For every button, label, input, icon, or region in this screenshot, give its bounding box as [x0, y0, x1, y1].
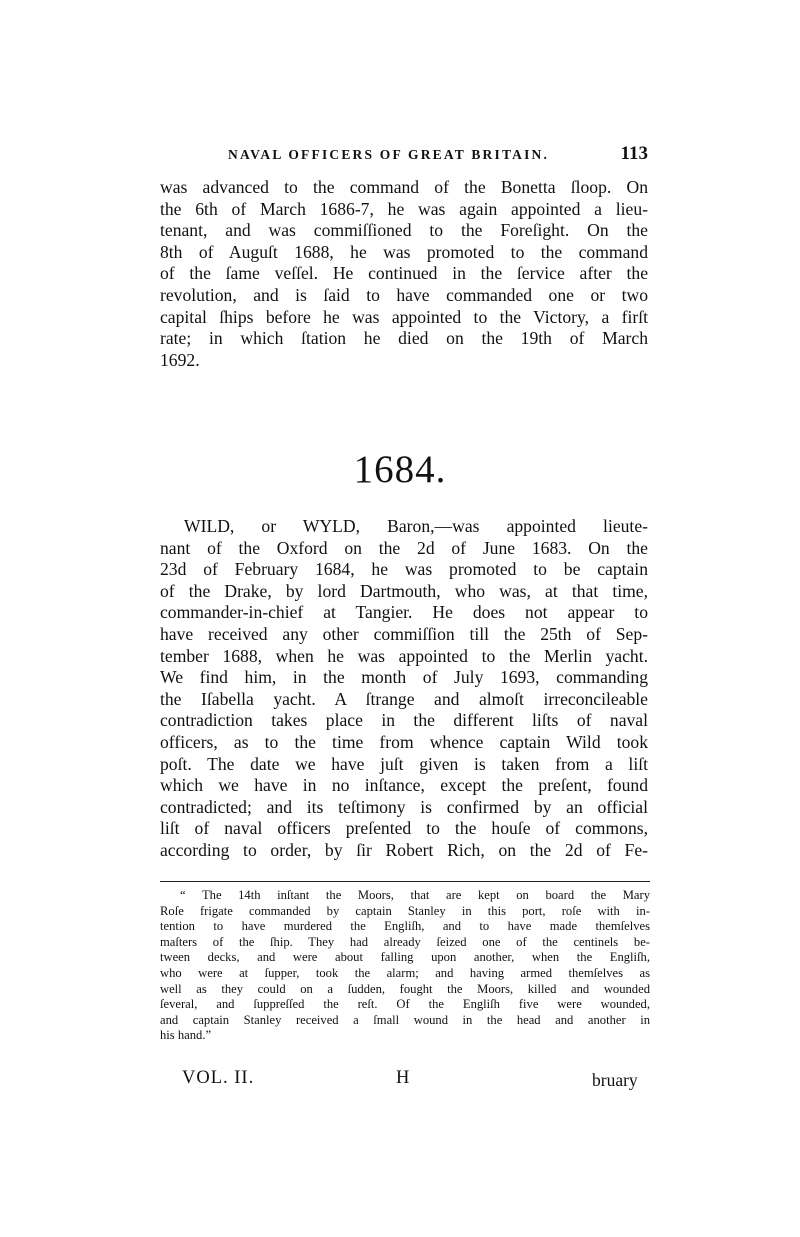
catchword: bruary — [592, 1070, 638, 1090]
text-line: tenant, and was commiſſioned to the Foreſight. On the — [160, 220, 648, 241]
volume-label: VOL. II. — [182, 1068, 255, 1088]
running-head — [228, 143, 648, 167]
footnote-line: Roſe frigate commanded by captain Stanley in this port, roſe with in- — [160, 903, 650, 918]
footnote-line: tention to have murdered the Engliſh, and to have made themſelves — [160, 919, 650, 934]
text-line: 1692. — [160, 349, 200, 370]
footnote-line: and captain Stanley received a ſmall wound in the head and another in — [160, 1012, 650, 1027]
footnote-line: tween decks, and were about falling upon another, when the Engliſh, — [160, 950, 650, 965]
text-line: liſt of naval officers preſented to the houſe of commons, — [160, 818, 648, 839]
text-line: rate; in which ſtation he died on the 19th of March — [160, 328, 648, 349]
text-line: which we have in no inſtance, except the preſent, found — [160, 775, 648, 796]
text-line: of the Drake, by lord Dartmouth, who was, at that time, — [160, 580, 648, 601]
text-line: revolution, and is ſaid to have commanded one or two — [160, 284, 648, 305]
text-line: contradicted; and its teſtimony is confirmed by an official — [160, 796, 648, 817]
footnote-line: well as they could on a ſudden, fought the Moors, killed and wounded — [160, 981, 650, 996]
text-line: the Iſabella yacht. A ſtrange and almoſt irreconcileable — [160, 688, 648, 709]
text-line: the 6th of March 1686-7, he was again appointed a lieu- — [160, 198, 648, 219]
text-line: WILD, or WYLD, Baron,—was appointed lieute- — [184, 516, 648, 536]
biography-paragraph — [160, 516, 648, 862]
section-year-heading: 1684. — [353, 448, 447, 491]
footnote-divider — [160, 881, 650, 882]
text-line: We find him, in the month of July 1693, commanding — [160, 667, 648, 688]
text-line: have received any other commiſſion till the 25th of Sep- — [160, 623, 648, 644]
text-line: poſt. The date we have juſt given is taken from a liſt — [160, 753, 648, 774]
text-line: contradiction takes place in the different liſts of naval — [160, 710, 648, 731]
text-line: nant of the Oxford on the 2d of June 1683. On the — [160, 537, 648, 558]
footnote-line: who were at ſupper, took the alarm; and having armed themſelves as — [160, 965, 650, 980]
text-line: officers, as to the time from whence captain Wild took — [160, 731, 648, 752]
text-line: 23d of February 1684, he was promoted to be captain — [160, 559, 648, 580]
text-line: tember 1688, when he was appointed to the Merlin yacht. — [160, 645, 648, 666]
footnote-line: maſters of the ſhip. They had already ſeized one of the centinels be- — [160, 934, 650, 949]
text-line: was advanced to the command of the Bonetta ſloop. On — [160, 177, 648, 197]
text-line: commander-in-chief at Tangier. He does not appear to — [160, 602, 648, 623]
continued-paragraph — [160, 177, 648, 371]
footnote-line: ſeveral, and ſuppreſſed the reſt. Of the Engliſh five were wounded, — [160, 997, 650, 1012]
signature-mark: H — [396, 1068, 410, 1088]
footnote — [160, 888, 650, 1044]
text-line: capital ſhips before he was appointed to the Victory, a firſt — [160, 306, 648, 327]
footnote-line: “ The 14th inſtant the Moors, that are kept on board the Mary — [180, 888, 650, 902]
running-title: NAVAL OFFICERS OF GREAT BRITAIN. — [228, 147, 550, 162]
footnote-line: his hand.” — [160, 1028, 212, 1043]
text-line: of the ſame veſſel. He continued in the ſervice after the — [160, 263, 648, 284]
text-line: according to order, by ſir Robert Rich, on the 2d of Fe- — [160, 839, 648, 860]
text-line: 8th of Auguſt 1688, he was promoted to the command — [160, 241, 648, 262]
page-number: 113 — [620, 143, 648, 164]
